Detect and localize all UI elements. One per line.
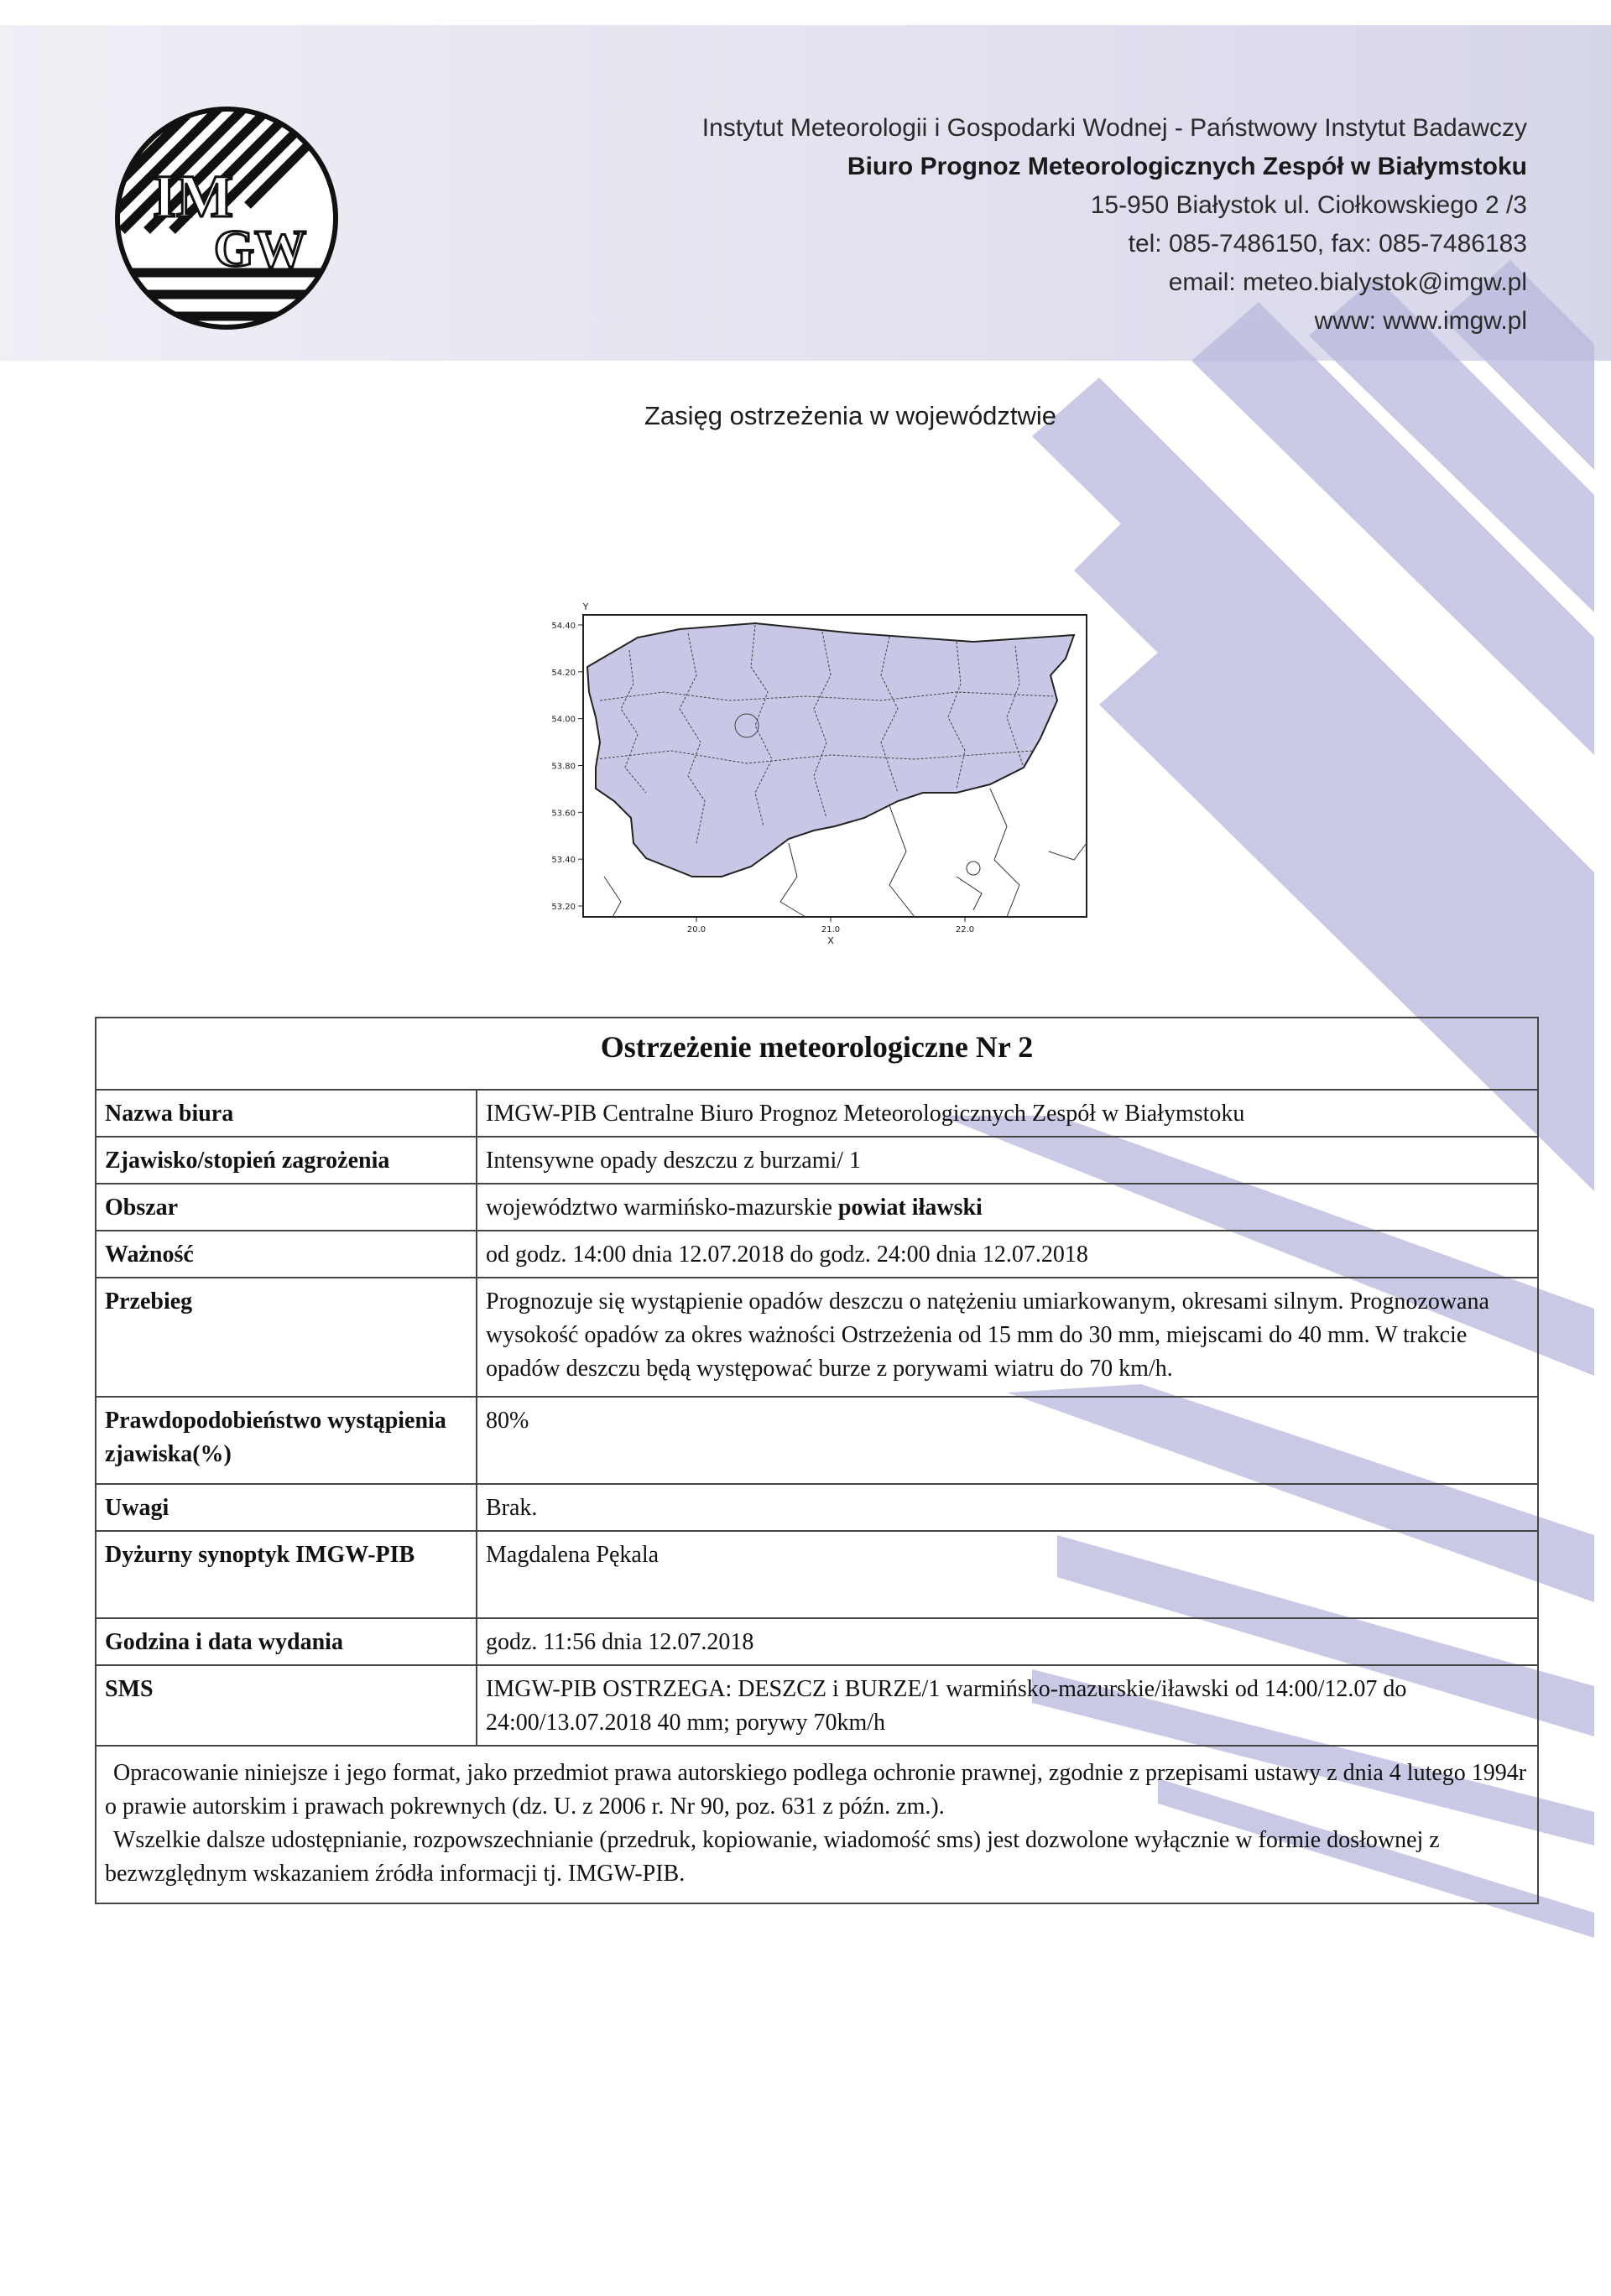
office-email: email: meteo.bialystok@imgw.pl [1168, 268, 1527, 296]
map-y-tick-label: 54.00 [551, 715, 576, 725]
row-label-validity: Ważność [96, 1231, 477, 1278]
row-label-office: Nazwa biura [96, 1090, 477, 1137]
table-row [96, 1618, 1538, 1665]
office-header [520, 109, 1527, 341]
map-y-tick-label: 53.40 [551, 856, 576, 866]
office-address: 15-950 Białystok ul. Ciołkowskiego 2 /3 [1090, 191, 1527, 219]
map-x-axis-label: X [827, 935, 834, 946]
map-y-tick-label: 54.20 [551, 668, 576, 678]
warning-title: Ostrzeżenie meteorologiczne Nr 2 [96, 1018, 1538, 1090]
map-title: Zasięg ostrzeżenia w województwie [644, 401, 1057, 430]
row-label-probability: Prawdopodobieństwo wystąpienia zjawiska(%) [96, 1397, 477, 1484]
row-value-course: Prognozuje się wystąpienie opadów deszczu o natężeniu umiarkowanym, okresami silnym. Prognozowana wysokość opadów za okres ważności Ostrzeżenia od 15 mm do 30 mm, miejscami do 40 mm. W trakcie opadów deszczu będą występować burze z porywami wiatru do 70 km/h. [477, 1278, 1538, 1397]
warning-table [95, 1017, 1539, 1904]
map-x-axis [687, 917, 974, 935]
table-row [96, 1484, 1538, 1531]
row-value-area [477, 1184, 1538, 1231]
table-row [96, 1137, 1538, 1184]
row-value-forecaster: Magdalena Pękala [477, 1531, 1538, 1618]
map-y-tick-label: 53.80 [551, 762, 576, 772]
map-y-axis-label: Y [582, 601, 589, 612]
copyright-text-2: Wszelkie dalsze udostępnianie, rozpowszechnianie (przedruk, kopiowanie, wiadomość sms) jest dozwolone wyłącznie w formie dosłownej z bezwzględnym wskazaniem źródła informacji tj. IMGW-PIB. [105, 1827, 1440, 1887]
row-value-validity: od godz. 14:00 dnia 12.07.2018 do godz. 24:00 dnia 12.07.2018 [477, 1231, 1538, 1278]
institute-name: Instytut Meteorologii i Gospodarki Wodnej - Państwowy Instytut Badawczy [701, 114, 1527, 142]
row-label-remarks: Uwagi [96, 1484, 477, 1531]
row-label-course: Przebieg [96, 1278, 477, 1397]
table-row [96, 1090, 1538, 1137]
office-name: Biuro Prognoz Meteorologicznych Zespół w Białymstoku [847, 153, 1527, 180]
logo-text-im: IM [153, 163, 233, 230]
table-row [96, 1397, 1538, 1484]
row-value-phenomenon: Intensywne opady deszczu z burzami/ 1 [477, 1137, 1538, 1184]
area-county: powiat iławski [837, 1195, 983, 1221]
row-value-office: IMGW-PIB Centralne Biuro Prognoz Meteorologicznych Zespół w Białymstoku [477, 1090, 1538, 1137]
row-label-phenomenon: Zjawisko/stopień zagrożenia [96, 1137, 477, 1184]
warning-title-row [96, 1018, 1538, 1090]
map-y-tick-label: 53.60 [551, 809, 576, 819]
imgw-logo [113, 105, 340, 331]
map-x-tick-label: 21.0 [821, 925, 841, 935]
copyright-text-1: Opracowanie niniejsze i jego format, jako przedmiot prawa autorskiego podlega ochronie prawnej, zgodnie z przepisami ustawy z dnia 4 lutego 1994r o prawie autorskim i prawach pokrewnych (dz. U. z 2006 r. Nr 90, poz. 631 z późn. zm.). [105, 1760, 1527, 1820]
row-label-issued: Godzina i data wydania [96, 1618, 477, 1665]
row-value-remarks: Brak. [477, 1484, 1538, 1531]
office-www: www: www.imgw.pl [1314, 307, 1527, 335]
copyright-notice [96, 1746, 1538, 1903]
row-value-probability: 80% [477, 1397, 1538, 1484]
row-label-area: Obszar [96, 1184, 477, 1231]
map-x-tick-label: 20.0 [686, 925, 706, 935]
row-label-forecaster: Dyżurny synoptyk IMGW-PIB [96, 1531, 477, 1618]
table-row [96, 1278, 1538, 1397]
area-voivodeship: województwo warmińsko-mazurskie [486, 1195, 832, 1221]
row-value-sms: IMGW-PIB OSTRZEGA: DESZCZ i BURZE/1 warmińsko-mazurskie/iławski od 14:00/12.07 do 24:00/13.07.2018 40 mm; porywy 70km/h [477, 1665, 1538, 1746]
table-row [96, 1531, 1538, 1618]
map-y-tick-label: 54.40 [551, 622, 576, 631]
warning-area-map [537, 600, 1108, 952]
map-y-axis [551, 622, 583, 912]
office-phone: tel: 085-7486150, fax: 085-7486183 [1128, 230, 1527, 258]
footer-row [96, 1746, 1538, 1903]
table-row [96, 1184, 1538, 1231]
table-row [96, 1231, 1538, 1278]
row-value-issued: godz. 11:56 dnia 12.07.2018 [477, 1618, 1538, 1665]
row-label-sms: SMS [96, 1665, 477, 1746]
map-y-tick-label: 53.20 [551, 903, 576, 912]
map-x-tick-label: 22.0 [955, 925, 975, 935]
logo-text-gw: GW [213, 221, 307, 278]
table-row [96, 1665, 1538, 1746]
